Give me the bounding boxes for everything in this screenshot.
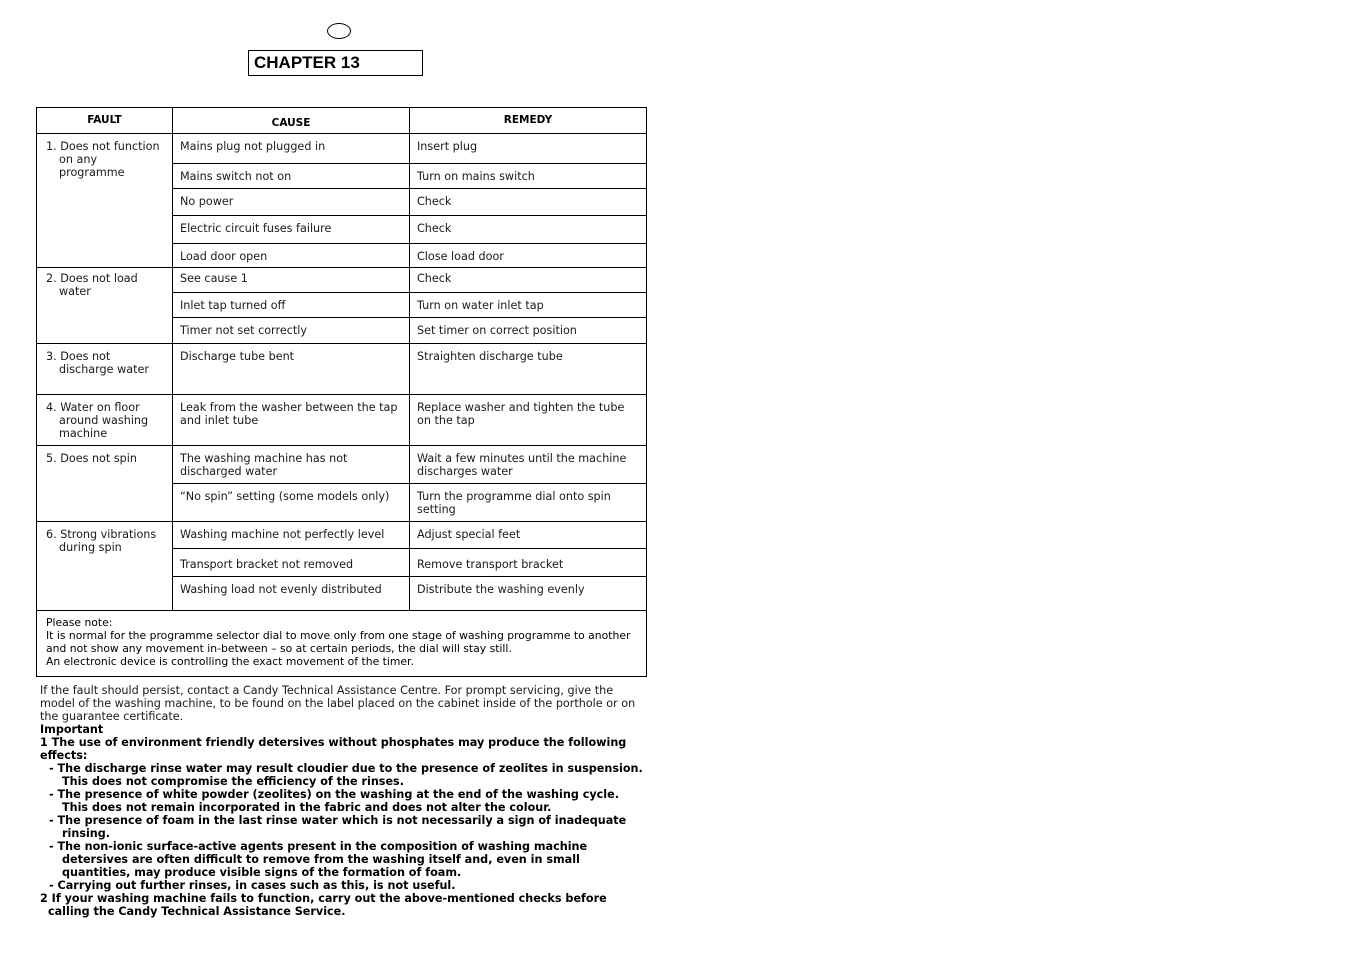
note-title: Please note: [46,616,113,629]
remedy-cell: Turn the programme dial onto spin setting [410,484,647,522]
fault-cell [37,395,173,446]
effect-bullet: - The presence of foam in the last rinse water which is not necessarily a sign of inadequate rinsing. [49,814,627,840]
cause-cell: Washing machine not perfectly level [173,522,410,549]
remedy-cell: Replace washer and tighten the tube on the tap [410,395,647,446]
footer-notes [40,684,645,918]
header-fault: FAULT [37,108,173,134]
remedy-cell: Turn on mains switch [410,164,647,189]
cause-cell: Transport bracket not removed [173,549,410,577]
remedy-cell: Close load door [410,244,647,268]
important-item-1: 1 The use of environment friendly detersives without phosphates may produce the following effects: [40,736,627,762]
cause-cell: Load door open [173,244,410,268]
remedy-cell: Set timer on correct position [410,318,647,344]
troubleshooting-table [36,107,647,677]
cause-cell: No power [173,189,410,216]
fault-label: 6. Strong vibrations during spin [46,528,157,554]
effect-bullet: - Carrying out further rinses, in cases such as this, is not useful. [49,879,456,892]
fault-label: 3. Does not discharge water [46,350,149,376]
cause-cell: The washing machine has not discharged water [173,446,410,484]
cause-cell: Washing load not evenly distributed [173,577,410,611]
remedy-cell: Turn on water inlet tap [410,293,647,318]
fault-label: 5. Does not spin [46,452,137,465]
cause-cell: Mains plug not plugged in [173,134,410,164]
cause-cell: Mains switch not on [173,164,410,189]
remedy-cell: Check [410,189,647,216]
chapter-title: CHAPTER 13 [248,50,423,76]
fault-cell [37,268,173,344]
fault-cell [37,446,173,522]
note-line-2: An electronic device is controlling the exact movement of the timer. [46,655,414,668]
language-badge-oval [327,23,351,39]
fault-cell [37,522,173,611]
remedy-cell: Insert plug [410,134,647,164]
effect-bullet: - The non-ionic surface-active agents present in the composition of washing machine detersives are often difficult to remove from the washing itself and, even in small quantities, may produce visible signs of the formation of foam. [49,840,588,879]
remedy-cell: Distribute the washing evenly [410,577,647,611]
fault-label: 4. Water on floor around washing machine [46,401,149,440]
cause-cell: Timer not set correctly [173,318,410,344]
please-note-box [37,611,647,677]
fault-label: 1. Does not function on any programme [46,140,160,179]
important-heading: Important [40,723,104,736]
remedy-cell: Check [410,216,647,244]
persist-paragraph: If the fault should persist, contact a Candy Technical Assistance Centre. For prompt servicing, give the model of the washing machine, to be found on the label placed on the cabinet inside of the porthole or on the guarantee certificate. [40,684,636,723]
note-line-1: It is normal for the programme selector dial to move only from one stage of washing programme to another and not show any movement in-between – so at certain periods, the dial will stay still. [46,629,631,655]
remedy-cell: Wait a few minutes until the machine discharges water [410,446,647,484]
important-item-2: 2 If your washing machine fails to function, carry out the above-mentioned checks before calling the Candy Technical Assistance Service. [40,892,607,918]
fault-label: 2. Does not load water [46,272,138,298]
header-remedy: REMEDY [410,108,647,134]
cause-cell: Leak from the washer between the tap and inlet tube [173,395,410,446]
header-cause: CAUSE [173,108,410,134]
effect-bullet: - The discharge rinse water may result cloudier due to the presence of zeolites in suspension. This does not compromise the efficiency of the rinses. [49,762,643,788]
cause-cell: See cause 1 [173,268,410,293]
remedy-cell: Remove transport bracket [410,549,647,577]
remedy-cell: Straighten discharge tube [410,344,647,395]
cause-cell: “No spin” setting (some models only) [173,484,410,522]
remedy-cell: Check [410,268,647,293]
cause-cell: Electric circuit fuses failure [173,216,410,244]
cause-cell: Inlet tap turned off [173,293,410,318]
fault-cell [37,134,173,268]
cause-cell: Discharge tube bent [173,344,410,395]
remedy-cell: Adjust special feet [410,522,647,549]
effect-bullet: - The presence of white powder (zeolites) on the washing at the end of the washing cycle. This does not remain incorporated in the fabric and does not alter the colour. [49,788,619,814]
fault-cell [37,344,173,395]
